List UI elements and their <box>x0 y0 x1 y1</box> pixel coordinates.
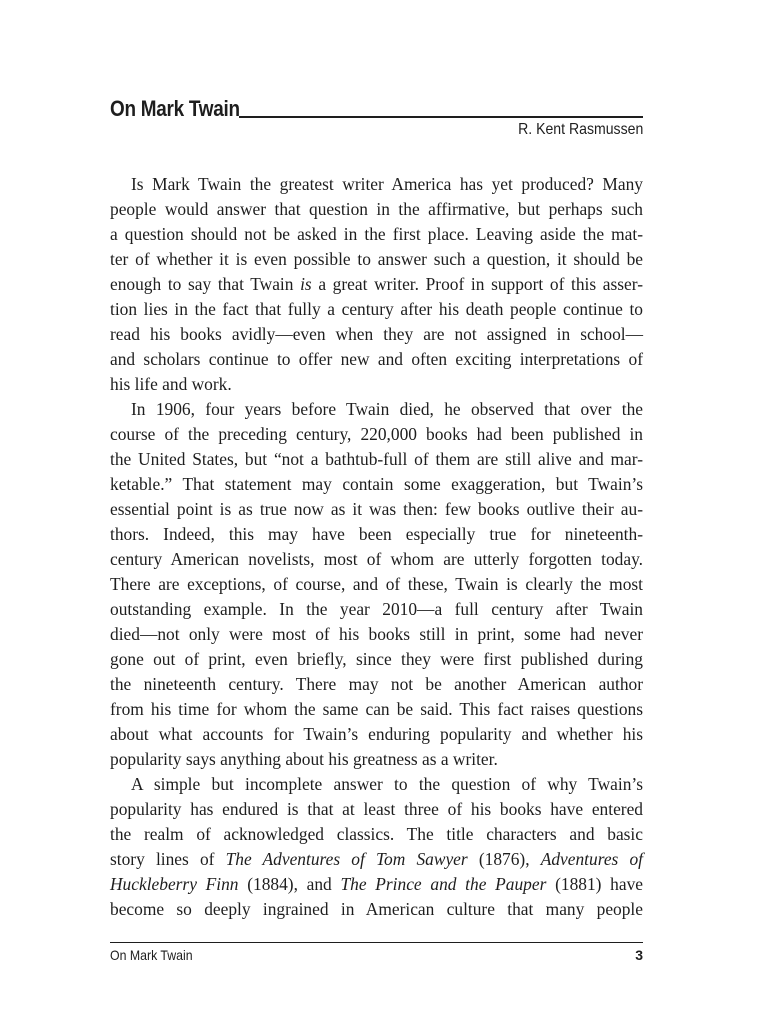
text-line: tion lies in the fact that fully a century after his death people continue to <box>110 299 643 319</box>
footer-rule <box>110 942 643 943</box>
text-line: gone out of print, even briefly, since they were first published during <box>110 649 643 669</box>
text-line: read his books avidly—even when they are not assigned in school— <box>110 324 643 344</box>
text-line: story lines of The Adventures of Tom Sawyer (1876), Adventures of <box>110 849 643 869</box>
text-line: people would answer that question in the affirmative, but perhaps such <box>110 199 643 219</box>
text-line: Is Mark Twain the greatest writer America has yet produced? Many <box>131 174 643 194</box>
author-name: R. Kent Rasmussen <box>517 121 643 138</box>
text-line: enough to say that Twain is a great writer. Proof in support of this asser- <box>110 274 643 294</box>
text-line: from his time for whom the same can be said. This fact raises questions <box>110 699 643 719</box>
page-footer <box>110 946 643 964</box>
text-line: century American novelists, most of whom are utterly forgotten today. <box>110 549 643 569</box>
text-line: essential point is as true now as it was then: few books outlive their au- <box>110 499 643 519</box>
title-rule <box>239 116 643 118</box>
text-line: A simple but incomplete answer to the question of why Twain’s <box>131 774 643 794</box>
text-line: Huckleberry Finn (1884), and The Prince and the Pauper (1881) have <box>110 874 643 894</box>
text-line: popularity says anything about his greatness as a writer. <box>110 749 498 769</box>
text-line: outstanding example. In the year 2010—a full century after Twain <box>110 599 643 619</box>
body-text <box>110 172 643 922</box>
text-line: become so deeply ingrained in American culture that many people <box>110 899 643 919</box>
running-footer-title: On Mark Twain <box>110 947 193 963</box>
text-line: ter of whether it is even possible to answer such a question, it should be <box>110 249 643 269</box>
text-line: the realm of acknowledged classics. The title characters and basic <box>110 824 643 844</box>
text-line: course of the preceding century, 220,000 books had been published in <box>110 424 643 444</box>
book-page <box>110 0 643 1024</box>
text-line: a question should not be asked in the first place. Leaving aside the mat- <box>110 224 643 244</box>
text-line: the nineteenth century. There may not be another American author <box>110 674 643 694</box>
text-line: the United States, but “not a bathtub-full of them are still alive and mar- <box>110 449 643 469</box>
page-number: 3 <box>635 947 643 963</box>
text-line: ketable.” That statement may contain some exaggeration, but Twain’s <box>110 474 643 494</box>
chapter-heading <box>110 92 643 122</box>
text-line: about what accounts for Twain’s enduring popularity and whether his <box>110 724 643 744</box>
chapter-title: On Mark Twain <box>110 96 240 121</box>
text-line: thors. Indeed, this may have been especially true for nineteenth- <box>110 524 643 544</box>
text-line: In 1906, four years before Twain died, he observed that over the <box>131 399 643 419</box>
text-line: There are exceptions, of course, and of these, Twain is clearly the most <box>110 574 643 594</box>
text-line: and scholars continue to offer new and often exciting interpretations of <box>110 349 643 369</box>
text-line: popularity has endured is that at least three of his books have entered <box>110 799 643 819</box>
text-line: died—not only were most of his books still in print, some had never <box>110 624 643 644</box>
text-line: his life and work. <box>110 374 232 394</box>
